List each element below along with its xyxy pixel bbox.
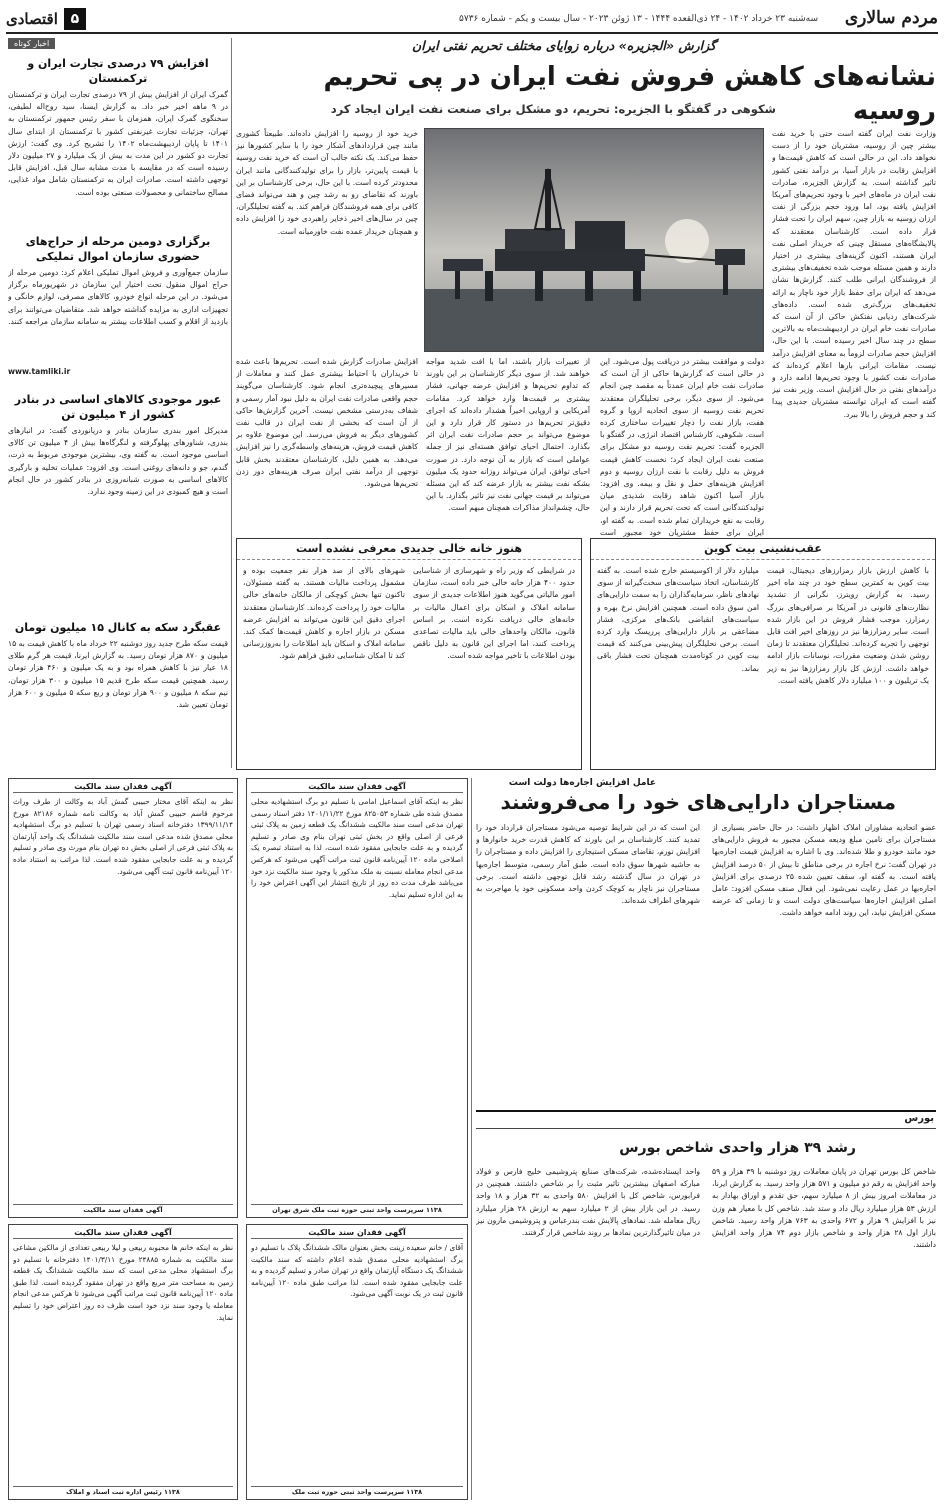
notice-footer: آگهی فقدان سند مالکیت	[13, 1204, 233, 1214]
brief-text: قیمت سکه طرح جدید روز دوشنبه ۲۲ خرداد ماه با کاهش قیمت به ۱۵ میلیون و ۸۷۰ هزار تومان رسید. به گزارش ایرنا، قیمت هر گرم طلای ۱۸ عیار نیز با کاهش همراه بود و به یک میلیون و ۴۶۰ هزار تومان رسید. همچنین قیمت سکه طرح قدیم ۱۵ میلیون و ۳۰۰ هزار تومان، نیم سکه ۸ میلیون و ۹۰۰ هزار تومان و ربع سکه ۵ میلیون و ۶۰۰ هزار تومان تعیین شد.	[8, 639, 228, 710]
notice-text: نظر به اینکه آقای مختار حبیبی گمش آباد به وکالت از طرف وراث مرحوم قاسم حبیبی گمش آباد به وکالت نامه شماره ۸۲۱۸۶ مورخ ۱۳۹۹/۱۱/۱۴ دفترخانه اسناد رسمی تهران با تسلیم دو برگ استشهادیه محلی مصدق شده مدعی است سند مالکیت ششدانگ یک واحد آپارتمان به پلاک ثبتی فرعی از اصلی بخش ده تهران بنام مورث وی صادر و تسلیم گردیده و به علت جابجایی مفقود شده است. لذا مراتب به استناد ماده ۱۲۰ آیین‌نامه قانون ثبت آگهی می‌شود.	[13, 797, 233, 876]
notice-title: آگهی فقدان سند مالکیت	[251, 1228, 463, 1239]
brief-turkmenistan	[8, 56, 228, 239]
box-text: میلیارد دلار از اکوسیستم خارج شده است. به گفته کارشناسان، اتخاذ سیاست‌های سخت‌گیرانه از سوی نهادهای ناظر، سرمایه‌گذاران را به سمت دارایی‌های امن سوق داده است. همچنین افزایش نرخ بهره و سیاست‌های انقباضی بانک‌های مرکزی، فشار مضاعفی بر بازار دارایی‌های پرریسک وارد کرده است. برخی تحلیلگران پیش‌بینی می‌کنند که قیمت بیت کوین در کوتاه‌مدت همچنان تحت فشار باقی بماند.	[597, 566, 759, 673]
bourse-article	[476, 1110, 936, 1500]
brief-link[interactable]: www.tamliki.ir	[8, 367, 71, 376]
brief-text: مدیرکل امور بندری سازمان بنادر و دریانوردی گفت: در انبارهای بندری، شناورهای پهلوگرفته و لنگرگاه‌ها بیش از ۴ میلیون تن کالای اساسی موجود است. به گفته وی، بیشترین موجودی مربوط به ذرت، گندم، جو و دانه‌های روغنی است. وی افزود: عملیات تخلیه و بارگیری کالاهای اساسی به صورت شبانه‌روزی در بنادر کشور در حال انجام است و هیچ کمبودی در این زمینه وجود ندارد.	[8, 426, 228, 497]
issue-info: سه‌شنبه ۲۳ خرداد ۱۴۰۲ - ۲۴ ذی‌القعده ۱۴۴۴ - ۱۳ ژوئن ۲۰۲۳ - سال بیست و یکم - شماره ۵۷۳۶	[459, 14, 818, 24]
notice-footer: ۱۱۳۸ رئیس اداره ثبت اسناد و املاک	[13, 1486, 233, 1496]
rent-text: عضو اتحادیه مشاوران املاک اظهار داشت: در حال حاضر بسیاری از مستاجران برای تامین مبلغ ودیعه مسکن مجبور به فروش دارایی‌های خود مانند خودرو و طلا شده‌اند. وی با اشاره به افزایش قیمت اجاره‌بها در تهران گفت: نرخ اجاره در برخی مناطق تا بیش از ۵۰ درصد افزایش یافته است. به گفته او، سقف تعیین شده ۲۵ درصدی برای افزایش اجاره‌بها در عمل رعایت نمی‌شود. این فعال صنف مسکن افزود: عامل اصلی افزایش اجاره‌ها سیاست‌های دولت است و تا زمانی که عرضه مسکن افزایش نیابد، این روند ادامه خواهد داشت.	[712, 823, 936, 918]
news-briefs-column	[8, 38, 228, 768]
notice-title: آگهی فقدان سند مالکیت	[13, 782, 233, 793]
brief-ports	[8, 392, 228, 625]
box-title: عقب‌نشینی بیت کوین	[591, 539, 935, 560]
news-briefs-label: اخبار کوتاه	[8, 38, 55, 49]
column-divider	[471, 778, 472, 1500]
brief-auction	[8, 234, 228, 378]
notice-box	[246, 1224, 468, 1500]
brief-title: عقبگرد سکه به کانال ۱۵ میلیون تومان	[14, 621, 222, 634]
bourse-text: شاخص کل بورس تهران در پایان معاملات روز دوشنبه با ۳۹ هزار و ۵۹ واحد افزایش به رقم دو میلیون و ۵۷۱ هزار واحد رسید. به گزارش ایرنا، در معاملات امروز بیش از ۸ میلیارد سهم، حق تقدم و اوراق بهادار به ارزش ۵۳ هزار میلیارد ریال داد و ستد شد. شاخص کل با معیار هم وزن نیز با افزایش ۹ هزار و ۶۷۲ واحدی به ۷۶۳ هزار واحد رسید. شاخص بازار اول ۲۸ هزار واحد و شاخص بازار دوم ۷۴ هزار واحد افزایش داشتند.	[712, 1167, 936, 1250]
article-headline: نشانه‌های کاهش فروش نفت ایران در پی تحریم روسیه	[323, 62, 936, 126]
article-subhead: شکوهی در گفتگو با الجزیره: تحریم، دو مشکل برای صنعت نفت ایران ایجاد کرد	[330, 102, 776, 116]
notice-title: آگهی فقدان سند مالکیت	[251, 782, 463, 793]
brief-title: افزایش ۷۹ درصدی تجارت ایران و ترکمنستان	[27, 57, 209, 85]
box-text: با کاهش ارزش بازار رمزارزهای دیجیتال، قیمت بیت کوین به کمترین سطح خود در چند ماه اخیر رسید. به گزارش رویترز، نگرانی از تشدید نظارت‌های قانونی در آمریکا بر صرافی‌های بزرگ رمزارز، موجب فشار فروش در این بازار شده است. سایر رمزارزها نیز در روزهای اخیر افت قابل توجهی را تجربه کرده‌اند. تحلیلگران معتقدند تا زمان روشن شدن وضعیت مقررات، نوسانات بازار ادامه خواهد داشت. ارزش کل بازار رمزارزها نیز به زیر یک تریلیون و ۱۰۰ میلیارد دلار کاهش یافته است.	[767, 566, 929, 685]
notice-title: آگهی فقدان سند مالکیت	[13, 1228, 233, 1239]
rent-headline: مستاجران دارایی‌های خود را می‌فروشند	[500, 790, 896, 814]
page-number: ۵	[64, 8, 86, 30]
notice-footer: ۱۱۳۸ سرپرست واحد ثبتی حوزه ثبت ملک	[251, 1486, 463, 1496]
page-header	[6, 8, 938, 34]
article-column: وزارت نفت ایران گفته است حتی با خرید نفت بیشتر چین از روسیه، مشتریان خود را از دست نخواهد داد. این در حالی است که کاهش قیمت‌ها و افزایش رقابت در بازار آسیا، بر درآمد نفتی کشور تاثیر گذاشته است. به گزارش الجزیره، صادرات نفت ایران در ماه‌های اخیر با وجود تحریم‌های آمریکا افزایش یافته بود، اما ورود حجم بزرگی از نفت ارزان روسیه به بازار چین، سهم ایران را تحت فشار قرار داده است. کارشناسان معتقدند که پالایشگاه‌های مستقل چینی که خریدار اصلی نفت ایران هستند، اکنون گزینه‌های بیشتری در اختیار دارند و همین مسئله موجب شده تخفیف‌های بیشتری از فروشندگان ایرانی طلب کنند. گزارش‌ها نشان می‌دهد که ایران برای حفظ بازار خود ناچار به ارائه تخفیف‌های بزرگ‌تری شده است. داده‌های شرکت‌های ردیابی نفتکش حاکی از آن است که صادرات نفت خام ایران در اردیبهشت‌ماه به بالاترین سطح در چند سال اخیر رسیده است. با این حال، افزایش حجم صادرات لزوماً به معنای افزایش درآمد نیست. مقامات ایرانی بارها اعلام کرده‌اند که صادرات نفت کشور با وجود تحریم‌ها ادامه دارد و درآمدهای نفتی در حال افزایش است. وزیر نفت نیز گفته است که ایران توانسته مشتریان جدیدی پیدا کند و حجم فروش را بالا ببرد.	[772, 129, 936, 419]
bourse-bar-label: بورس	[904, 1113, 934, 1124]
article-column: دولت و موافقت بیشتر در دریافت پول می‌شود. این در حالی است که گزارش‌ها حاکی از آن است که صادرات نفت خام ایران عمدتاً به مقصد چین انجام می‌شود. از سوی دیگر، برخی تحلیلگران معتقدند تحریم نفت روسیه از سوی اتحادیه اروپا و گروه هفت، بازار نفت را دچار تغییرات ساختاری کرده است. شکوهی، کارشناس اقتصاد انرژی، در گفتگو با الجزیره گفت: تحریم نفت روسیه دو مشکل برای صنعت نفت ایران ایجاد کرد؛ نخست کاهش قیمت فروش به دلیل رقابت با نفت ارزان روسیه و دوم افزایش هزینه‌های حمل و نقل و بیمه. وی افزود: بازار آسیا اکنون شاهد رقابت شدیدی میان تولیدکنندگانی است که تحت تحریم قرار دارند و این رقابت به نفع خریداران تمام شده است. به گفته او، ایران برای حفظ مشتریان خود مجبور است	[600, 357, 764, 537]
box-title: هنوز خانه خالی جدیدی معرفی نشده است	[237, 539, 581, 560]
brief-title: عبور موجودی کالاهای اساسی در بنادر کشور از ۴ میلیون تن	[14, 393, 222, 421]
article-kicker: گزارش «الجزیره» درباره زوایای مختلف تحریم نفتی ایران	[412, 38, 716, 53]
rent-kicker: عامل افزایش اجاره‌ها دولت است	[508, 778, 656, 788]
box-text: در شرایطی که وزیر راه و شهرسازی از شناسایی حدود ۴۰۰ هزار خانه خالی خبر داده است، سازمان امور مالیاتی می‌گوید هنوز اطلاعات جدیدی از سوی سامانه املاک و اسکان برای اعمال مالیات بر خانه‌های خالی دریافت نکرده است. بر اساس قانون، مالکان واحدهای خالی باید مالیات تصاعدی پرداخت کنند، اما اجرای این قانون به دلیل ناقص بودن اطلاعات با تاخیر مواجه شده است.	[413, 566, 575, 661]
article-column: از تغییرات بازار باشند، اما با افت شدید مواجه خواهند شد. از سوی دیگر کارشناسان بر این باورند که تداوم تحریم‌ها و افزایش عرضه جهانی، فشار بیشتری بر قیمت‌ها وارد خواهد کرد. مقامات آمریکایی و اروپایی اخیراً هشدار داده‌اند که اجرای دقیق‌تر تحریم‌ها در دستور کار قرار دارد و این موضوع می‌تواند بر حجم صادرات نفت ایران اثر بگذارد. احتمال احیای توافق هسته‌ای نیز از جمله عواملی است که بازار به آن توجه دارد. در صورت احیای توافق، ایران می‌تواند روزانه حدود یک میلیون بشکه نفت بیشتر به بازار عرضه کند که این مسئله می‌تواند بر قیمت جهانی نفت نیز تاثیر بگذارد. با این حال، چشم‌انداز مذاکرات همچنان مبهم است.	[426, 357, 590, 513]
notice-box	[8, 778, 238, 1218]
article-column: خرید خود از روسیه را افزایش داده‌اند. طبیعتاً کشوری مانند چین قراردادهای آشکار خود را با سایر کشورها نیز حفظ می‌کند. یک نکته جالب آن است که خرید نفت روسیه با قیمت پایین‌تر، بازار را برای تولیدکنندگانی مانند ایران محدودتر کرده است. با این حال، برخی کارشناسان بر این باورند که تقاضای رو به رشد چین و هند می‌تواند فضای کافی برای همه فروشندگان فراهم کند. به گفته تحلیلگران، چین در سال‌های اخیر ذخایر راهبردی خود را افزایش داده و همچنان خریدار عمده نفت خاورمیانه است.	[236, 129, 418, 236]
bourse-section-bar	[476, 1110, 936, 1129]
brief-title: برگزاری دومین مرحله از حراج‌های حضوری سازمان اموال تملیکی	[25, 235, 211, 263]
box-text: شهرهای بالای از صد هزار نفر جمعیت بوده و مشمول پرداخت مالیات هستند. به گفته مسئولان، تاکنون تنها بخش کوچکی از مالکان خانه‌های خالی مالیات خود را پرداخت کرده‌اند. کارشناسان معتقدند اجرای دقیق این قانون می‌تواند به افزایش عرضه مسکن در بازار اجاره و کاهش قیمت‌ها کمک کند. سامانه املاک و اسکان باید اطلاعات را به‌روزرسانی کند تا امکان شناسایی دقیق فراهم شود.	[243, 566, 405, 661]
article-column: افزایش صادرات گزارش شده است. تحریم‌ها باعث شده تا خریداران با احتیاط بیشتری عمل کنند و معاملات از مسیرهای پیچیده‌تری انجام شود. کارشناسان می‌گویند حجم واقعی صادرات نفت ایران به دلیل نبود آمار رسمی و شفاف به‌درستی مشخص نیست. آخرین گزارش‌ها حاکی از آن است که بخشی از نفت ایران در قالب نفت کشورهای دیگر به فروش می‌رسد. این موضوع علاوه بر کاهش قیمت فروش، هزینه‌های واسطه‌گری را نیز افزایش می‌دهد. به همین دلیل، کارشناسان معتقدند بخش قابل توجهی از درآمد نفتی ایران صرف هزینه‌های دور زدن تحریم‌ها می‌شود.	[236, 357, 418, 489]
brief-text: سازمان جمع‌آوری و فروش اموال تملیکی اعلام کرد: دومین مرحله از حراج اموال منقول تحت اختیار این سازمان در شهریورماه برگزار می‌شود. در این مرحله انواع خودرو، کالاهای مصرفی، لوازم خانگی و تجهیزات اداری به مزایده گذاشته خواهد شد. متقاضیان می‌توانند برای بازدید از اقلام و کسب اطلاعات بیشتر به سامانه سازمان مراجعه کنند.	[8, 268, 228, 326]
notice-text: نظر به اینکه آقای اسماعیل امامی با تسلیم دو برگ استشهادیه محلی مصدق شده طی شماره ۸۲۵۰۵۳ مورخ ۱۴۰۱/۱۱/۲۲ دفتر اسناد رسمی تهران مدعی است سند مالکیت ششدانگ یک قطعه زمین به پلاک ثبتی فرعی از اصلی واقع در بخش ثبتی تهران بنام وی صادر و تسلیم گردیده و به علت جابجایی مفقود شده است، لذا به استناد تبصره یک اصلاحی ماده ۱۲۰ آیین‌نامه قانون ثبت مراتب آگهی می‌شود که هرکس مدعی انجام معامله نسبت به ملک مذکور یا وجود سند مالکیت نزد خود می‌باشد ظرف مدت ده روز از تاریخ انتشار این آگهی اعتراض خود را به این اداره تسلیم نماید.	[251, 797, 463, 899]
bitcoin-box	[590, 538, 936, 770]
column-divider	[231, 38, 232, 768]
notice-text: نظر به اینکه خانم ها محبوبه ربیعی و لیلا ربیعی تعدادی از مالکین مشاعی سند مالکیت به شماره ۲۴۸۸۵ مورخ ۱۴۰۱/۳/۱۱ دفترخانه با تسلیم دو برگ استشهاد محلی مدعی است که سند مالکیت ششدانگ یک قطعه زمین به مساحت متر مربع واقع در تهران مفقود گردیده است. لذا طبق ماده ۱۲۰ آیین‌نامه قانون ثبت مراتب آگهی می‌شود تا هرکس مدعی انجام معامله یا وجود سند نزد خود است ظرف ده روز اعتراض خود را تسلیم نماید.	[13, 1243, 233, 1322]
rentals-article	[476, 778, 936, 950]
section-mark	[6, 8, 86, 30]
boxed-articles	[236, 538, 936, 770]
housing-box	[236, 538, 582, 770]
bourse-text: واحد ایستاده‌شده، شرکت‌های صنایع پتروشیمی خلیج فارس و فولاد مبارکه اصفهان بیشترین تاثیر مثبت را بر شاخص داشتند. همچنین در فرابورس، شاخص کل با افزایش ۵۸۰ واحدی به ۳۲ هزار و ۱۸ واحد رسید. در این بازار بیش از ۲ میلیارد سهم به ارزش ۲۸ هزار میلیارد ریال معامله شد. نمادهای پالایش نفت بندرعباس و پتروشیمی مارون نیز در میان تاثیرگذارترین نمادها بر روند شاخص قرار گرفتند.	[476, 1167, 700, 1238]
main-article	[236, 38, 936, 538]
bourse-headline: رشد ۳۹ هزار واحدی شاخص بورس	[619, 1140, 856, 1156]
brief-text: گمرک ایران از افزایش بیش از ۷۹ درصدی تجارت ایران و ترکمنستان در ۹ ماهه اخیر خبر داد. به گزارش ایسنا، سید روح‌اله لطیفی، سخنگوی گمرک ایران، همزمان با سفر رئیس جمهور ترکمنستان به تهران، جزئیات تجارت غیرنفتی کشور با ترکمنستان از ابتدای سال ۱۴۰۱ تا پایان اردیبهشت‌ماه ۱۴۰۲ را تشریح کرد. وی گفت: ارزش تجارت دو کشور در این مدت به بیش از یک میلیارد و ۲۷ میلیون دلار رسیده است که در مقایسه با مدت مشابه سال قبل، افزایش قابل توجهی داشته است. صادرات ایران به ترکمنستان شامل مواد غذایی، مصالح ساختمانی و محصولات صنعتی بوده است.	[8, 90, 228, 197]
section-name: اقتصادی	[6, 10, 58, 28]
notice-box	[8, 1224, 238, 1500]
masthead: مردم سالاری	[844, 8, 938, 28]
legal-notices	[8, 778, 468, 1500]
notice-text: آقای / خانم سعیده زینت بخش بعنوان مالک ششدانگ پلاک با تسلیم دو برگ استشهادیه محلی مصدق شده اعلام داشته که سند مالکیت ششدانگ یک دستگاه آپارتمان واقع در تهران صادر و تسلیم گردیده و به علت جابجایی مفقود شده است. لذا مراتب طبق ماده ۱۲۰ آیین‌نامه قانون ثبت در یک نوبت آگهی می‌شود.	[251, 1243, 463, 1299]
oil-platform-photo	[424, 128, 764, 352]
rent-text: این است که در این شرایط توصیه می‌شود مستاجران قرارداد خود را تمدید کنند. کارشناسان بر این باورند که کاهش قدرت خرید خانوارها و افزایش تورم، تقاضای مسکن استیجاری را افزایش داده و مستاجران را به حاشیه شهرها سوق داده است. طبق آمار رسمی، متوسط اجاره‌بها در تهران در سال گذشته رشد قابل توجهی داشته است. برخی مستاجران نیز ناچار به کوچک کردن واحد مسکونی خود یا مهاجرت به شهرهای اطراف شده‌اند.	[476, 823, 700, 906]
notice-box	[246, 778, 468, 1218]
brief-coin	[8, 620, 228, 764]
notice-footer: ۱۱۳۸ سرپرست واحد ثبتی حوزه ثبت ملک شرق تهران	[251, 1204, 463, 1214]
